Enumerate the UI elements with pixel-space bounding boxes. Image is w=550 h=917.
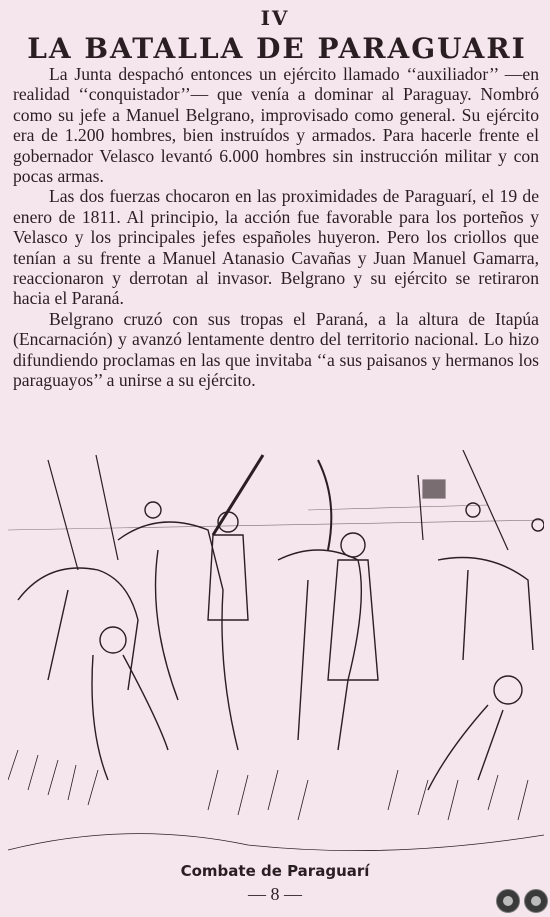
circle-logo-icon <box>496 889 520 913</box>
weapons <box>213 455 331 550</box>
page-number: — 8 — <box>248 884 302 904</box>
paragraph-1: La Junta despachó entonces un ejército llamado ‘‘auxiliador’’ —en realidad ‘‘conquistador’’— que venía a dominar al Paraguay. Nombró como su jefe a Manuel Belgrano, improvisado como general. Su ejército era de 1.200 hombres, bien instruídos y armados. Para hacerle frente el gobernador Velasco levantó 6.000 hombres sin instrucción militar y con pocas armas. <box>13 64 539 187</box>
sky-hatching <box>8 505 544 530</box>
watermark-badges <box>496 889 548 913</box>
paragraph-3: Belgrano cruzó con sus tropas el Paraná, a la altura de Itapúa (Encarnación) y avanzó lentamente dentro del territorio nacional. Lo hizo difundiendo proclamas en las que invitaba ‘‘a sus paisanos y hermanos los paraguayos’’ a unirse a su ejército. <box>13 308 539 391</box>
battle-illustration <box>8 450 544 860</box>
chapter-number: IV <box>260 6 290 30</box>
illustration-sketch <box>8 450 544 851</box>
circle-logo-icon <box>524 889 548 913</box>
page-title: LA BATALLA DE PARAGUARI <box>27 32 527 65</box>
grass-hatching <box>8 750 544 851</box>
body-text <box>13 64 539 391</box>
illustration-caption: Combate de Paraguarí <box>180 862 370 880</box>
horses <box>18 522 533 750</box>
paragraph-2: Las dos fuerzas chocaron en las proximidades de Paraguarí, el 19 de enero de 1811. Al principio, la acción fue favorable para los porteños y Velasco y los principales jefes españoles huyeron. Pero los criollos que tenían a su frente a Manuel Atanasio Cavañas y Juan Manuel Gamarra, reaccionaron y derrotan al invasor. Belgrano y su ejército se retiraron hacia el Paraná. <box>13 186 539 309</box>
soldiers <box>92 502 544 790</box>
lances <box>48 450 508 570</box>
